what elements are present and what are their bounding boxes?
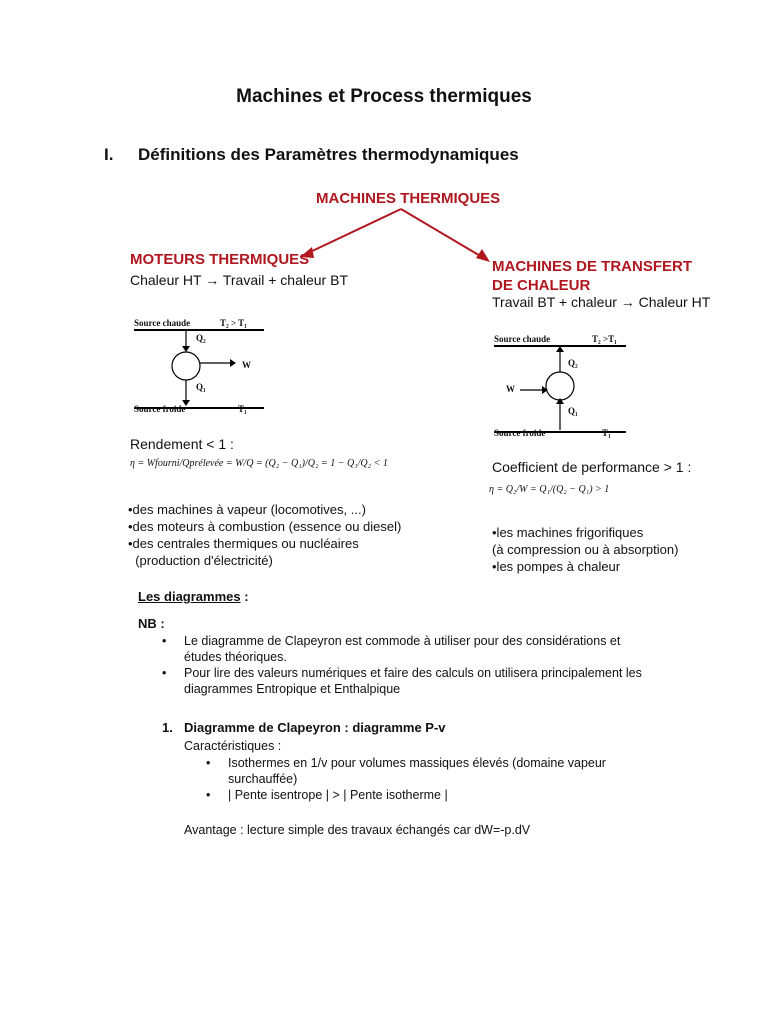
figure-branch-arrows [296,205,496,267]
list-item: •des machines à vapeur (locomotives, ...) [128,502,366,517]
moteurs-title: MOTEURS THERMIQUES [130,251,310,268]
engine-diagram [134,318,264,418]
list-item: (à compression ou à absorption) [492,542,679,557]
list-item [206,787,646,803]
transfert-title-line2: DE CHALEUR [492,277,591,294]
heat-transfer-examples-list [492,524,678,575]
efficiency-criterion: Rendement < 1 : [130,436,234,452]
subsection-number: 1. [162,720,173,735]
figure-main-title: MACHINES THERMIQUES [316,190,501,207]
moteurs-subtitle: Chaleur HT → Travail + chaleur BT [130,272,348,288]
t-cold-label: T₁ [238,404,247,414]
list-item-line: surchauffée) [228,772,298,786]
transfert-title [492,257,692,295]
temp-relation-label: T₂ >T₁ [592,334,617,344]
list-item: (production d'électricité) [128,553,273,568]
temp-relation-label: T₂ > T₁ [220,318,247,328]
document-title: Machines et Process thermiques [236,86,532,107]
hot-source-label: Source chaude [134,318,191,328]
performance-criterion: Coefficient de performance > 1 : [492,459,692,475]
work-label: W [242,360,251,370]
engine-examples-list [128,501,401,569]
list-item [162,633,682,665]
list-item-line: Pour lire des valeurs numériques et faire des calculs on utilisera principalement les [184,666,642,680]
list-item: •des centrales thermiques ou nucléaires [128,536,359,551]
list-item-line: | Pente isentrope | > | Pente isotherme | [228,788,448,802]
q-hot-label: Q₂ [196,333,206,343]
list-item-line: études théoriques. [184,650,287,664]
work-label: W [506,384,515,394]
list-item-line: diagrammes Entropique et Enthalpique [184,682,401,696]
diagrams-heading-suffix: : [240,589,249,604]
section-number: I. [104,145,114,164]
hot-source-label: Source chaude [494,334,551,344]
transfert-title-line1: MACHINES DE TRANSFERT [492,258,693,275]
bullet-icon: • [206,788,211,802]
list-item-line: Isothermes en 1/v pour volumes massiques élevés (domaine vapeur [228,756,606,770]
efficiency-formula: η = Wfourni/Qprélevée = W/Q = (Q₂ − Q₁)/Q₂ = 1 − Q₁/Q₂ < 1 [130,458,388,469]
characteristics-label: Caractéristiques : [184,739,282,753]
subsection-title: Diagramme de Clapeyron : diagramme P-v [184,720,446,735]
bullet-icon: • [162,666,167,680]
t-cold-label: T₁ [602,428,611,438]
list-item [162,665,682,697]
q-cold-label: Q₁ [196,382,206,392]
bullet-icon: • [162,634,167,648]
list-item: •des moteurs à combustion (essence ou diesel) [128,519,402,534]
advantage-text: Avantage : lecture simple des travaux échangés car dW=-p.dV [184,823,531,837]
bullet-icon: • [206,756,211,770]
diagrams-heading [138,589,249,604]
list-item: •les pompes à chaleur [492,559,621,574]
list-item-line: Le diagramme de Clapeyron est commode à utiliser pour des considérations et [184,634,621,648]
transfert-subtitle: Travail BT + chaleur → Chaleur HT [492,294,711,310]
q-cold-label: Q₁ [568,406,578,416]
nb-bullet-list [162,633,682,697]
nb-label: NB : [138,616,165,631]
cold-source-label: Source froide [494,428,546,438]
performance-formula: η = Q₂/W = Q₁/(Q₂ − Q₁) > 1 [489,484,610,495]
heat-pump-diagram [494,334,626,444]
diagrams-heading-text: Les diagrammes [138,589,241,604]
q-hot-label: Q₂ [568,358,578,368]
list-item: •les machines frigorifiques [492,525,644,540]
section-title: Définitions des Paramètres thermodynamiques [138,145,519,164]
list-item [206,755,646,787]
cold-source-label: Source froide [134,404,186,414]
characteristics-list [206,755,646,803]
